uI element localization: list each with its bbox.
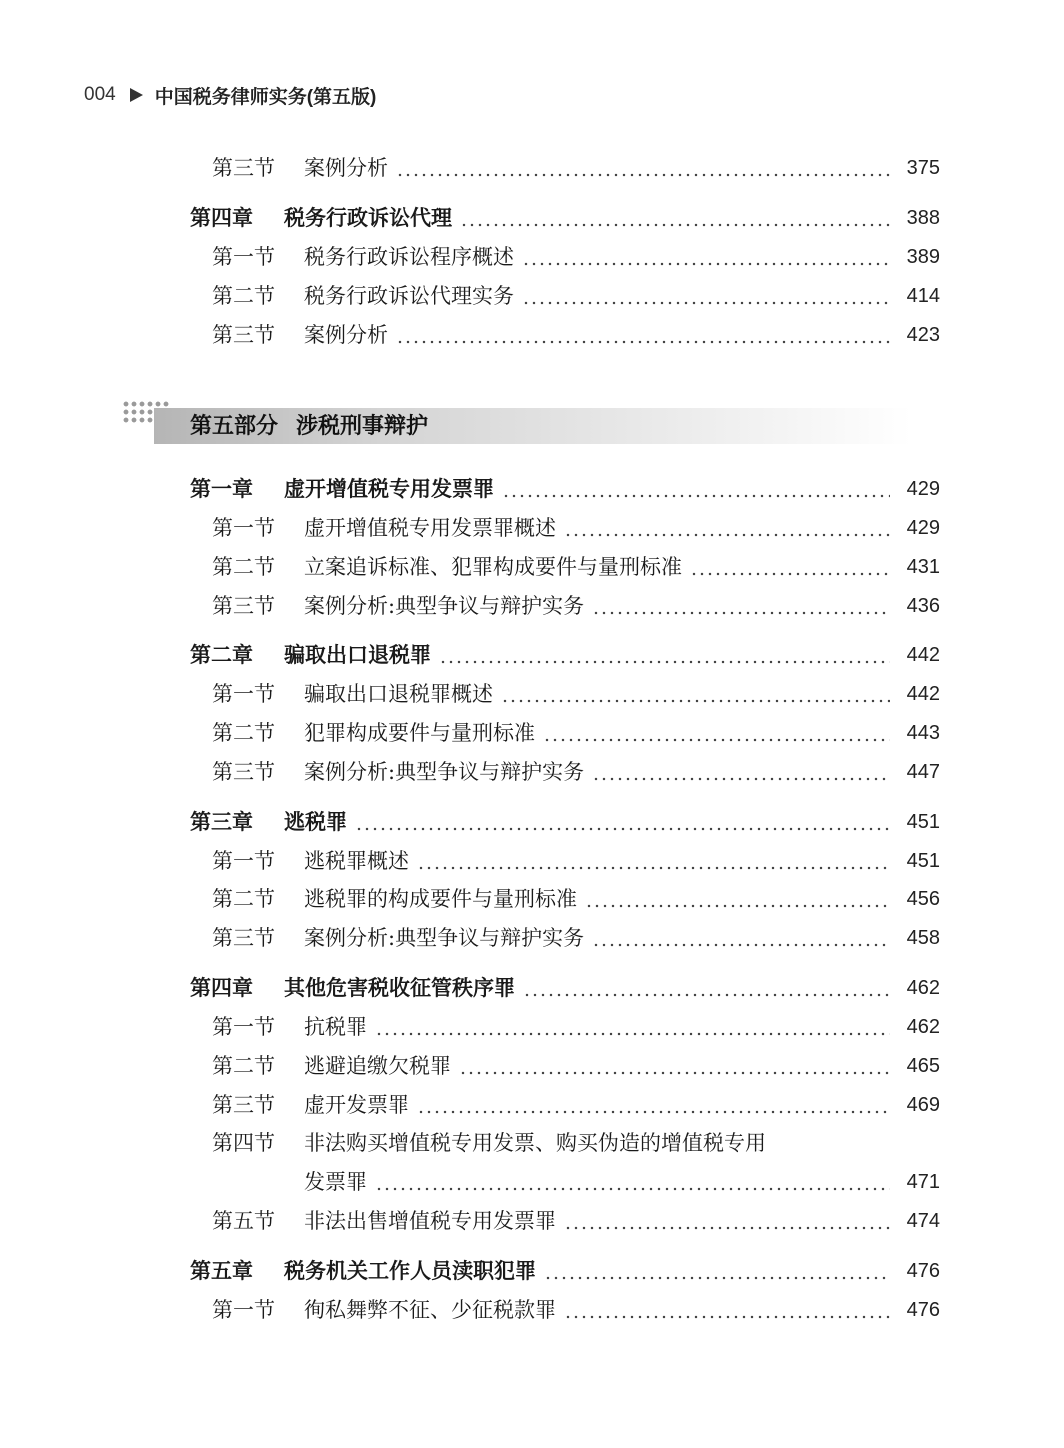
toc-section-entry[interactable] bbox=[212, 716, 940, 750]
entry-title: 虚开发票罪 bbox=[304, 1093, 409, 1117]
entry-label: 第四章 bbox=[190, 206, 253, 230]
dot-leader bbox=[417, 844, 890, 878]
toc-section-entry[interactable] bbox=[212, 1010, 940, 1044]
entry-label: 第一节 bbox=[212, 1298, 275, 1322]
toc-section-entry[interactable] bbox=[212, 511, 940, 545]
dot-leader bbox=[544, 1254, 890, 1288]
entry-title: 逃税罪的构成要件与量刑标准 bbox=[304, 887, 577, 911]
dot-leader bbox=[523, 971, 890, 1005]
entry-label: 第一节 bbox=[212, 849, 275, 873]
entry-title: 非法购买增值税专用发票、购买伪造的增值税专用 bbox=[304, 1131, 766, 1155]
entry-label: 第二章 bbox=[190, 643, 253, 667]
entry-label: 第三节 bbox=[212, 926, 275, 950]
entry-label: 第四节 bbox=[212, 1131, 275, 1155]
toc-section-entry[interactable] bbox=[212, 240, 940, 274]
entry-page: 451 bbox=[906, 850, 940, 872]
entry-label: 第五节 bbox=[212, 1209, 275, 1233]
entry-label: 第五章 bbox=[190, 1259, 253, 1283]
entry-title: 案例分析:典型争议与辩护实务 bbox=[304, 594, 585, 618]
entry-title: 虚开增值税专用发票罪概述 bbox=[304, 516, 556, 540]
entry-label: 第一节 bbox=[212, 682, 275, 706]
toc-section-entry[interactable] bbox=[212, 1088, 940, 1122]
dot-leader bbox=[375, 1010, 890, 1044]
toc-section-entry[interactable] bbox=[212, 921, 940, 955]
dot-leader bbox=[439, 638, 890, 672]
toc-section-entry[interactable] bbox=[212, 755, 940, 789]
dot-leader bbox=[522, 240, 890, 274]
entry-label: 第三节 bbox=[212, 594, 275, 618]
entry-title-continuation: 发票罪 bbox=[304, 1170, 367, 1194]
entry-title: 逃税罪 bbox=[284, 810, 347, 834]
entry-page: 476 bbox=[906, 1260, 940, 1282]
entry-page: 436 bbox=[906, 595, 940, 617]
entry-page: 443 bbox=[906, 722, 940, 744]
dot-leader bbox=[375, 1165, 890, 1199]
dot-leader bbox=[585, 882, 890, 916]
entry-page: 469 bbox=[906, 1094, 940, 1116]
entry-page: 465 bbox=[906, 1055, 940, 1077]
dot-leader bbox=[592, 589, 890, 623]
entry-page: 471 bbox=[906, 1171, 940, 1193]
entry-title: 虚开增值税专用发票罪 bbox=[284, 477, 494, 501]
entry-page: 447 bbox=[906, 761, 940, 783]
entry-title: 案例分析 bbox=[304, 156, 388, 180]
dot-leader bbox=[522, 279, 890, 313]
running-header bbox=[84, 82, 376, 108]
entry-label: 第一节 bbox=[212, 1015, 275, 1039]
toc-section-entry[interactable] bbox=[212, 1126, 940, 1160]
entry-page: 423 bbox=[906, 324, 940, 346]
entry-title: 案例分析:典型争议与辩护实务 bbox=[304, 760, 585, 784]
entry-label: 第三节 bbox=[212, 1093, 275, 1117]
dot-leader bbox=[501, 677, 890, 711]
toc-chapter-entry[interactable] bbox=[190, 638, 940, 672]
toc-chapter-entry[interactable] bbox=[190, 201, 940, 235]
entry-page: 429 bbox=[906, 517, 940, 539]
dot-leader bbox=[564, 1204, 890, 1238]
dot-leader bbox=[396, 151, 890, 185]
entry-page: 389 bbox=[906, 246, 940, 268]
entry-title: 非法出售增值税专用发票罪 bbox=[304, 1209, 556, 1233]
entry-page: 375 bbox=[906, 157, 940, 179]
entry-label: 第一节 bbox=[212, 516, 275, 540]
entry-title: 骗取出口退税罪概述 bbox=[304, 682, 493, 706]
entry-title: 案例分析:典型争议与辩护实务 bbox=[304, 926, 585, 950]
entry-title: 税务机关工作人员渎职犯罪 bbox=[284, 1259, 536, 1283]
toc-section-entry[interactable] bbox=[212, 318, 940, 352]
toc-section-entry[interactable] bbox=[212, 844, 940, 878]
part-heading[interactable] bbox=[190, 408, 428, 444]
entry-page: 442 bbox=[906, 683, 940, 705]
entry-label: 第一节 bbox=[212, 245, 275, 269]
entry-label: 第三节 bbox=[212, 760, 275, 784]
dot-leader bbox=[592, 755, 890, 789]
entry-page: 476 bbox=[906, 1299, 940, 1321]
entry-page: 462 bbox=[906, 1016, 940, 1038]
toc-section-entry[interactable] bbox=[212, 882, 940, 916]
entry-label: 第一章 bbox=[190, 477, 253, 501]
entry-title: 其他危害税收征管秩序罪 bbox=[284, 976, 515, 1000]
entry-page: 451 bbox=[906, 811, 940, 833]
toc-section-entry[interactable] bbox=[212, 589, 940, 623]
book-title: 中国税务律师实务(第五版) bbox=[154, 86, 377, 108]
entry-label: 第三章 bbox=[190, 810, 253, 834]
dot-leader bbox=[564, 511, 890, 545]
toc-section-entry-continuation[interactable] bbox=[304, 1165, 940, 1199]
toc-chapter-entry[interactable] bbox=[190, 805, 940, 839]
entry-title: 逃避追缴欠税罪 bbox=[304, 1054, 451, 1078]
entry-label: 第二节 bbox=[212, 887, 275, 911]
entry-title: 徇私舞弊不征、少征税款罪 bbox=[304, 1298, 556, 1322]
entry-label: 第四章 bbox=[190, 976, 253, 1000]
page-number: 004 bbox=[84, 84, 116, 105]
entry-title: 案例分析 bbox=[304, 323, 388, 347]
toc-section-entry[interactable] bbox=[212, 677, 940, 711]
entry-label: 第二节 bbox=[212, 284, 275, 308]
entry-label: 第三节 bbox=[212, 156, 275, 180]
triangle-arrow-icon bbox=[130, 88, 143, 102]
toc-section-entry[interactable] bbox=[212, 1204, 940, 1238]
entry-page: 431 bbox=[906, 556, 940, 578]
entry-page: 474 bbox=[906, 1210, 940, 1232]
dot-leader bbox=[502, 472, 890, 506]
dot-leader bbox=[459, 1049, 890, 1083]
entry-page: 458 bbox=[906, 927, 940, 949]
entry-page: 462 bbox=[906, 977, 940, 999]
part-title: 涉税刑事辩护 bbox=[296, 413, 429, 439]
dot-leader bbox=[564, 1293, 890, 1327]
dot-leader bbox=[396, 318, 890, 352]
entry-title: 逃税罪概述 bbox=[304, 849, 409, 873]
entry-page: 388 bbox=[906, 207, 940, 229]
part-label: 第五部分 bbox=[190, 413, 279, 439]
toc-section-entry[interactable] bbox=[212, 550, 940, 584]
entry-title: 骗取出口退税罪 bbox=[284, 643, 431, 667]
dot-leader bbox=[592, 921, 890, 955]
entry-page: 442 bbox=[906, 644, 940, 666]
toc-section-entry[interactable] bbox=[212, 151, 940, 185]
dot-leader bbox=[543, 716, 890, 750]
entry-label: 第三节 bbox=[212, 323, 275, 347]
entry-page: 414 bbox=[906, 285, 940, 307]
entry-label: 第二节 bbox=[212, 555, 275, 579]
toc-section-entry[interactable] bbox=[212, 279, 940, 313]
entry-label: 第二节 bbox=[212, 721, 275, 745]
entry-title: 抗税罪 bbox=[304, 1015, 367, 1039]
part-banner bbox=[122, 400, 912, 444]
dot-leader bbox=[690, 550, 890, 584]
entry-title: 税务行政诉讼代理实务 bbox=[304, 284, 514, 308]
entry-page: 456 bbox=[906, 888, 940, 910]
entry-title: 犯罪构成要件与量刑标准 bbox=[304, 721, 535, 745]
toc-section-entry[interactable] bbox=[212, 1049, 940, 1083]
toc-chapter-entry[interactable] bbox=[190, 472, 940, 506]
dot-leader bbox=[460, 201, 890, 235]
dot-leader bbox=[417, 1088, 890, 1122]
entry-page: 429 bbox=[906, 478, 940, 500]
dot-leader bbox=[355, 805, 890, 839]
toc-chapter-entry[interactable] bbox=[190, 1254, 940, 1288]
entry-title: 税务行政诉讼代理 bbox=[284, 206, 452, 230]
entry-title: 立案追诉标准、犯罪构成要件与量刑标准 bbox=[304, 555, 682, 579]
entry-label: 第二节 bbox=[212, 1054, 275, 1078]
toc-section-entry[interactable] bbox=[212, 1293, 940, 1327]
toc-chapter-entry[interactable] bbox=[190, 971, 940, 1005]
entry-title: 税务行政诉讼程序概述 bbox=[304, 245, 514, 269]
